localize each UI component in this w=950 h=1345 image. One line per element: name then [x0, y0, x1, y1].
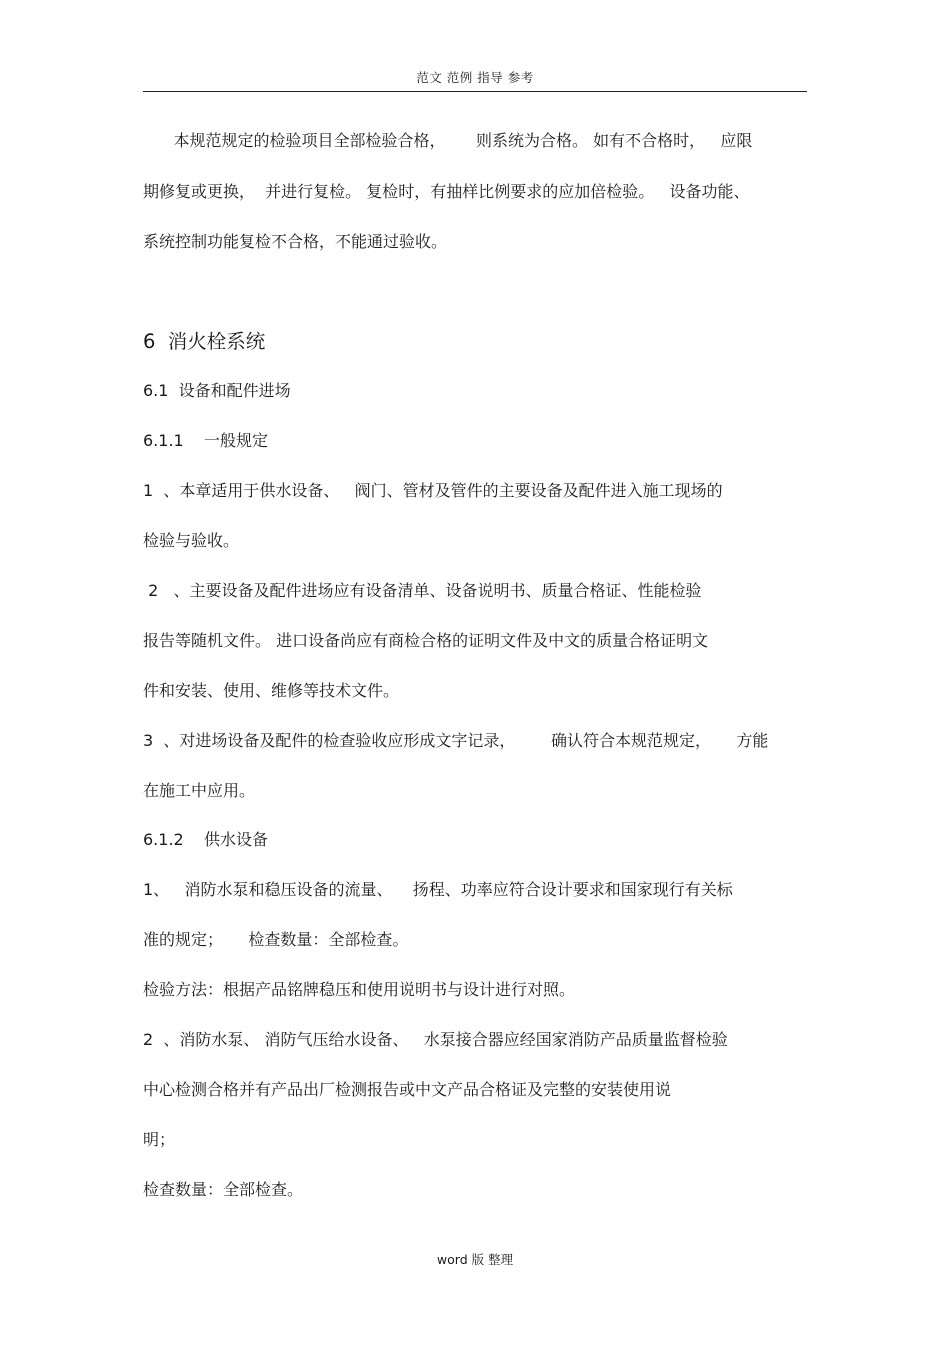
section-heading: 6 消火栓系统 — [143, 330, 266, 353]
text-line: 中心检测合格并有产品出厂检测报告或中文产品合格证及完整的安装使用说 — [143, 1080, 672, 1099]
subsection-heading: 6.1 设备和配件进场 — [143, 381, 291, 400]
text-line: 1、 消防水泵和稳压设备的流量、 扬程、功率应符合设计要求和国家现行有关标 — [143, 880, 733, 899]
page-footer: word 版 整理 — [436, 1252, 514, 1267]
text-line: 2 、主要设备及配件进场应有设备清单、设备说明书、质量合格证、性能检验 — [143, 581, 702, 600]
text-line: 准的规定； 检查数量：全部检查。 — [143, 930, 409, 949]
text-line: 期修复或更换， 并进行复检。 复检时，有抽样比例要求的应加倍检验。 设备功能、 — [143, 182, 750, 201]
text-line: 检验与验收。 — [143, 531, 240, 550]
text-line: 件和安装、使用、维修等技术文件。 — [143, 681, 400, 700]
text-line: 报告等随机文件。 进口设备尚应有商检合格的证明文件及中文的质量合格证明文 — [143, 631, 709, 650]
text-line: 3 、对进场设备及配件的检查验收应形成文字记录， 确认符合本规范规定， 方能 — [143, 731, 769, 750]
text-line: 2 、消防水泵、 消防气压给水设备、 水泵接合器应经国家消防产品质量监督检验 — [143, 1030, 728, 1049]
text-line: 明； — [143, 1130, 176, 1149]
header-rule — [143, 91, 807, 92]
text-line: 检查数量：全部检查。 — [143, 1180, 304, 1199]
page-header: 范文 范例 指导 参考 — [416, 70, 534, 85]
subsection-heading: 6.1.1 一般规定 — [143, 431, 269, 450]
text-line: 在施工中应用。 — [143, 781, 256, 800]
text-line: 1 、本章适用于供水设备、 阀门、管材及管件的主要设备及配件进入施工现场的 — [143, 481, 723, 500]
text-line: 检验方法：根据产品铭牌稳压和使用说明书与设计进行对照。 — [143, 980, 576, 999]
text-line: 本规范规定的检验项目全部检验合格， 则系统为合格。 如有不合格时， 应限 — [143, 131, 753, 150]
text-line: 系统控制功能复检不合格，不能通过验收。 — [143, 232, 448, 251]
subsection-heading: 6.1.2 供水设备 — [143, 830, 269, 849]
